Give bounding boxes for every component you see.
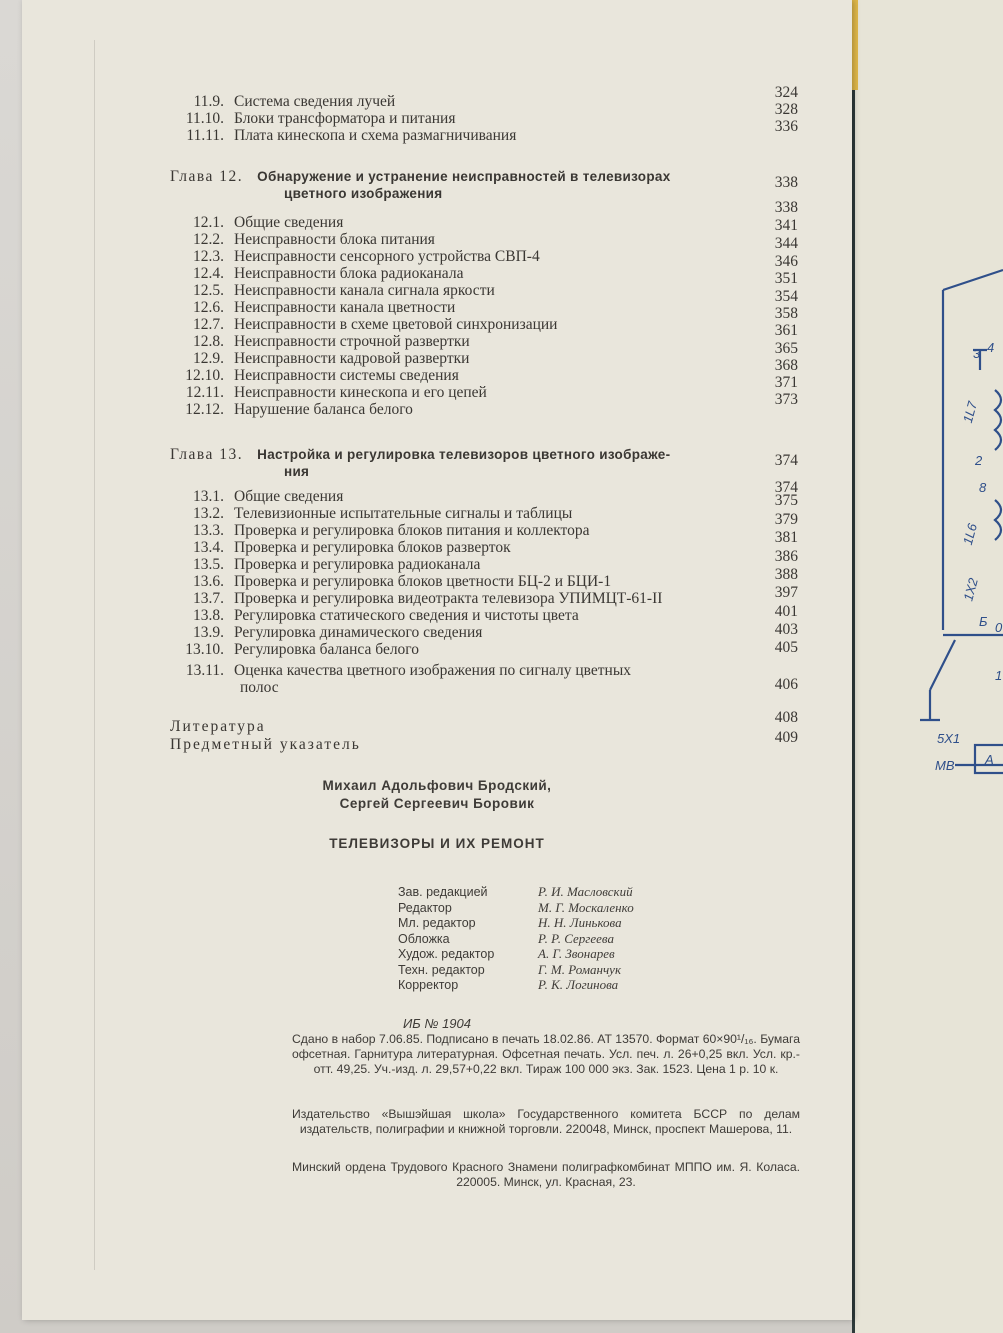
page-edge-line [94, 40, 95, 1270]
schematic-coil [995, 390, 1001, 450]
toc-section-title: Общие сведения [234, 488, 344, 505]
toc-section-title: Неисправности канала цветности [234, 299, 456, 316]
staff-role: Обложка [398, 931, 450, 946]
toc-section-number: 12.5. [193, 282, 224, 299]
toc-row [180, 316, 557, 333]
toc-row [180, 367, 459, 384]
toc-section-title: Неисправности блока радиоканала [234, 265, 464, 282]
schematic-label: 1L6 [959, 521, 980, 547]
toc-row [284, 185, 442, 202]
toc-section-title: Неисправности канала сигнала яркости [234, 282, 495, 299]
schematic-label: А [985, 752, 994, 767]
schematic-label: Б [979, 614, 988, 629]
toc-page-number: 373 [774, 391, 798, 408]
toc-section-number: 12.8. [193, 333, 224, 350]
toc-row [180, 93, 395, 110]
staff-name: М. Г. Москаленко [538, 899, 634, 915]
staff-role: Корректор [398, 978, 459, 992]
staff-name: Г. М. Романчук [538, 961, 622, 977]
toc-page-number: 341 [774, 217, 798, 234]
toc-page-number: 354 [774, 288, 798, 305]
staff-row [398, 900, 634, 916]
toc-page-number: 381 [774, 529, 798, 546]
staff-row [398, 977, 634, 993]
author-line-2: Сергей Сергеевич Боровик [339, 796, 535, 811]
toc-section-title: Проверка и регулировка блоков разверток [234, 539, 511, 556]
toc-section-number: 13.11. [185, 662, 224, 679]
print-info: Сдано в набор 7.06.85. Подписано в печать 18.02.86. АТ 13570. Формат 60×90¹/₁₆. Бумага офсетная. Гарнитура литературная. Офсетная печать. Усл. печ. л. 26+0,25 вкл. Усл. кр.-отт. 49,25. Уч.-изд. л. 29,57+0,22 вкл. Тираж 100 000 экз. Зак. 1523. Цена 1 р. 10 к. [292, 1032, 800, 1076]
toc-row [180, 607, 579, 624]
toc-row [170, 736, 361, 753]
toc-section-title: Система сведения лучей [234, 93, 396, 110]
staff-name: Р. И. Масловский [538, 884, 633, 899]
staff-name: Р. К. Логинова [538, 977, 619, 992]
toc-page-number: 388 [774, 566, 798, 583]
schematic-label: 2 [975, 453, 983, 468]
toc-page-number: 351 [774, 270, 798, 287]
toc-section-title: Неисправности кадровой развертки [234, 350, 470, 367]
staff-role: Техн. редактор [398, 962, 485, 977]
staff-row [398, 915, 634, 931]
toc-page-number: 346 [774, 253, 798, 270]
toc-page-number: 386 [774, 548, 798, 565]
toc-page-number: 344 [774, 235, 798, 252]
toc-row [240, 679, 279, 696]
toc-row [170, 446, 670, 463]
toc-section-title-continued: полос [240, 679, 279, 696]
toc-section-title: Неисправности кинескопа и его цепей [234, 384, 487, 401]
toc-page-number: 371 [774, 374, 798, 391]
toc-section-number: 12.11. [185, 384, 224, 401]
toc-section-title: Регулировка баланса белого [234, 641, 420, 658]
toc-section-number: 12.2. [193, 231, 224, 248]
toc-section-title: Блоки трансформатора и питания [234, 110, 456, 127]
chapter-title-continued: цветного изображения [284, 186, 443, 201]
toc-section-number: 12.1. [193, 214, 224, 231]
toc-section-number: 12.10. [185, 367, 224, 384]
editorial-staff [398, 884, 634, 993]
toc-row [180, 590, 662, 607]
toc-section-title: Проверка и регулировка радиоканала [234, 556, 481, 573]
printer-info: Минский ордена Трудового Красного Знамени полиграфкомбинат МППО им. Я. Коласа. 220005. Минск, ул. Красная, 23. [292, 1160, 800, 1189]
toc-section-number: 13.4. [193, 539, 224, 556]
toc-section-title: Неисправности системы сведения [234, 367, 459, 384]
toc-page-number: 338 [774, 199, 798, 216]
staff-role: Редактор [398, 900, 452, 915]
toc-page-number: 409 [774, 729, 798, 746]
toc-row [180, 624, 482, 641]
toc-section-number: 13.5. [193, 556, 224, 573]
chapter-label: Глава 13. [170, 446, 244, 463]
toc-page-number: 397 [774, 584, 798, 601]
staff-role: Худож. редактор [398, 947, 495, 961]
toc-page-number: 324 [774, 84, 798, 101]
toc-row [180, 662, 631, 679]
staff-name: Н. Н. Линькова [538, 915, 622, 930]
toc-section-title: Регулировка динамического сведения [234, 624, 483, 641]
toc-section-number: 13.8. [193, 607, 224, 624]
toc-section-title: Проверка и регулировка блоков питания и коллектора [234, 522, 590, 539]
schematic-wire [930, 640, 955, 690]
toc-section-title: Проверка и регулировка блоков цветности БЦ-2 и БЦИ-1 [234, 573, 612, 590]
ib-number: ИБ № 1904 [403, 1016, 471, 1031]
toc-section-title: Неисправности блока питания [234, 231, 435, 248]
toc-section-number: 11.10. [185, 110, 224, 127]
toc-section-title: Нарушение баланса белого [234, 401, 413, 418]
toc-section-number: 12.7. [193, 316, 224, 333]
toc-section-number: 12.9. [193, 350, 224, 367]
staff-row [398, 884, 634, 900]
toc-row [180, 522, 590, 539]
toc-section-number: 12.3. [193, 248, 224, 265]
toc-section-title: Общие сведения [234, 214, 344, 231]
toc-row [180, 110, 455, 127]
toc-backmatter-title: Предметный указатель [170, 736, 361, 753]
chapter-title-continued: ния [284, 464, 310, 479]
toc-page-number: 374 [774, 452, 798, 469]
schematic-label: 4 [987, 340, 995, 355]
toc-row [284, 463, 309, 480]
toc-section-number: 13.6. [193, 573, 224, 590]
author-line-1: Михаил Адольфович Бродский, [322, 778, 552, 793]
toc-section-number: 13.3. [193, 522, 224, 539]
toc-row [170, 718, 266, 735]
schematic-label: 1 [995, 668, 1003, 683]
toc-row [180, 127, 516, 144]
toc-row [180, 573, 611, 590]
toc-page-number: 328 [774, 101, 798, 118]
toc-row [180, 231, 435, 248]
schematic-label: 1L7 [959, 399, 980, 425]
schematic-label: 5X1 [937, 731, 961, 746]
toc-page-number: 379 [774, 511, 798, 528]
toc-section-title: Регулировка статического сведения и чистоты цвета [234, 607, 579, 624]
circuit-schematic [855, 0, 1003, 1333]
toc-section-number: 13.9. [193, 624, 224, 641]
toc-section-number: 12.12. [185, 401, 224, 418]
toc-row [180, 265, 463, 282]
staff-row [398, 962, 634, 978]
schematic-wire [943, 270, 1003, 290]
schematic-coil [995, 500, 1001, 540]
toc-page-number: 368 [774, 357, 798, 374]
toc-section-title: Телевизионные испытательные сигналы и таблицы [234, 505, 573, 522]
staff-role: Мл. редактор [398, 916, 476, 930]
toc-section-number: 11.9. [193, 93, 224, 110]
staff-row [398, 931, 634, 947]
toc-page-number: 336 [774, 118, 798, 135]
toc-page-number: 358 [774, 305, 798, 322]
chapter-label: Глава 12. [170, 168, 244, 185]
schematic-label: 1X2 [960, 576, 981, 603]
toc-row [180, 401, 413, 418]
toc-section-title: Плата кинескопа и схема размагничивания [234, 127, 517, 144]
toc-row [180, 539, 511, 556]
toc-page-number: 374 [774, 479, 798, 496]
toc-row [180, 333, 470, 350]
toc-row [180, 488, 343, 505]
toc-section-number: 11.11. [186, 127, 224, 144]
book-page [22, 0, 852, 1320]
toc-page-number: 405 [774, 639, 798, 656]
schematic-label: 0 [995, 620, 1003, 635]
toc-row [180, 505, 572, 522]
schematic-label: МВ [935, 758, 955, 773]
toc-section-number: 13.1. [193, 488, 224, 505]
staff-name: Р. Р. Сергеева [538, 930, 614, 946]
toc-section-number: 12.6. [193, 299, 224, 316]
chapter-title: Обнаружение и устранение неисправностей в телевизорах [257, 169, 671, 184]
toc-section-number: 13.7. [193, 590, 224, 607]
schematic-label: 3 [973, 346, 981, 361]
toc-page-number: 401 [774, 603, 798, 620]
toc-page-number: 403 [774, 621, 798, 638]
staff-name: А. Г. Звонарев [538, 946, 615, 961]
toc-section-title: Неисправности сенсорного устройства СВП-4 [234, 248, 540, 265]
toc-page-number: 408 [774, 709, 798, 726]
chapter-title: Настройка и регулировка телевизоров цветного изображе- [257, 447, 671, 462]
toc-row [180, 214, 343, 231]
toc-page-number: 361 [774, 322, 798, 339]
toc-row [170, 168, 671, 185]
toc-row [180, 248, 540, 265]
toc-section-number: 13.2. [193, 505, 224, 522]
publisher-info: Издательство «Вышэйшая школа» Государственного комитета БССР по делам издательств, полиграфии и книжной торговли. 220048, Минск, проспект Машерова, 11. [292, 1107, 800, 1136]
schematic-contact [920, 690, 940, 720]
schematic-label: 8 [979, 480, 987, 495]
toc-row [180, 282, 495, 299]
toc-row [180, 350, 469, 367]
toc-section-title: Неисправности строчной развертки [234, 333, 470, 350]
toc-page-number: 338 [774, 174, 798, 191]
toc-row [180, 384, 487, 401]
staff-row [398, 946, 634, 962]
toc-section-title: Проверка и регулировка видеотракта телевизора УПИМЦТ-61-II [234, 590, 663, 607]
toc-section-number: 13.10. [185, 641, 224, 658]
toc-section-title: Неисправности в схеме цветовой синхронизации [234, 316, 558, 333]
book-title: ТЕЛЕВИЗОРЫ И ИХ РЕМОНТ [329, 836, 545, 851]
toc-backmatter-title: Литература [170, 718, 266, 735]
facing-page [852, 0, 1003, 1333]
staff-role: Зав. редакцией [398, 885, 488, 899]
toc-section-number: 12.4. [193, 265, 224, 282]
toc-row [180, 556, 480, 573]
toc-section-title: Оценка качества цветного изображения по сигналу цветных [234, 662, 631, 679]
toc-page-number: 365 [774, 340, 798, 357]
toc-page-number: 406 [774, 676, 798, 693]
toc-row [180, 641, 419, 658]
toc-row [180, 299, 455, 316]
toc-page-number: 375 [774, 492, 798, 509]
